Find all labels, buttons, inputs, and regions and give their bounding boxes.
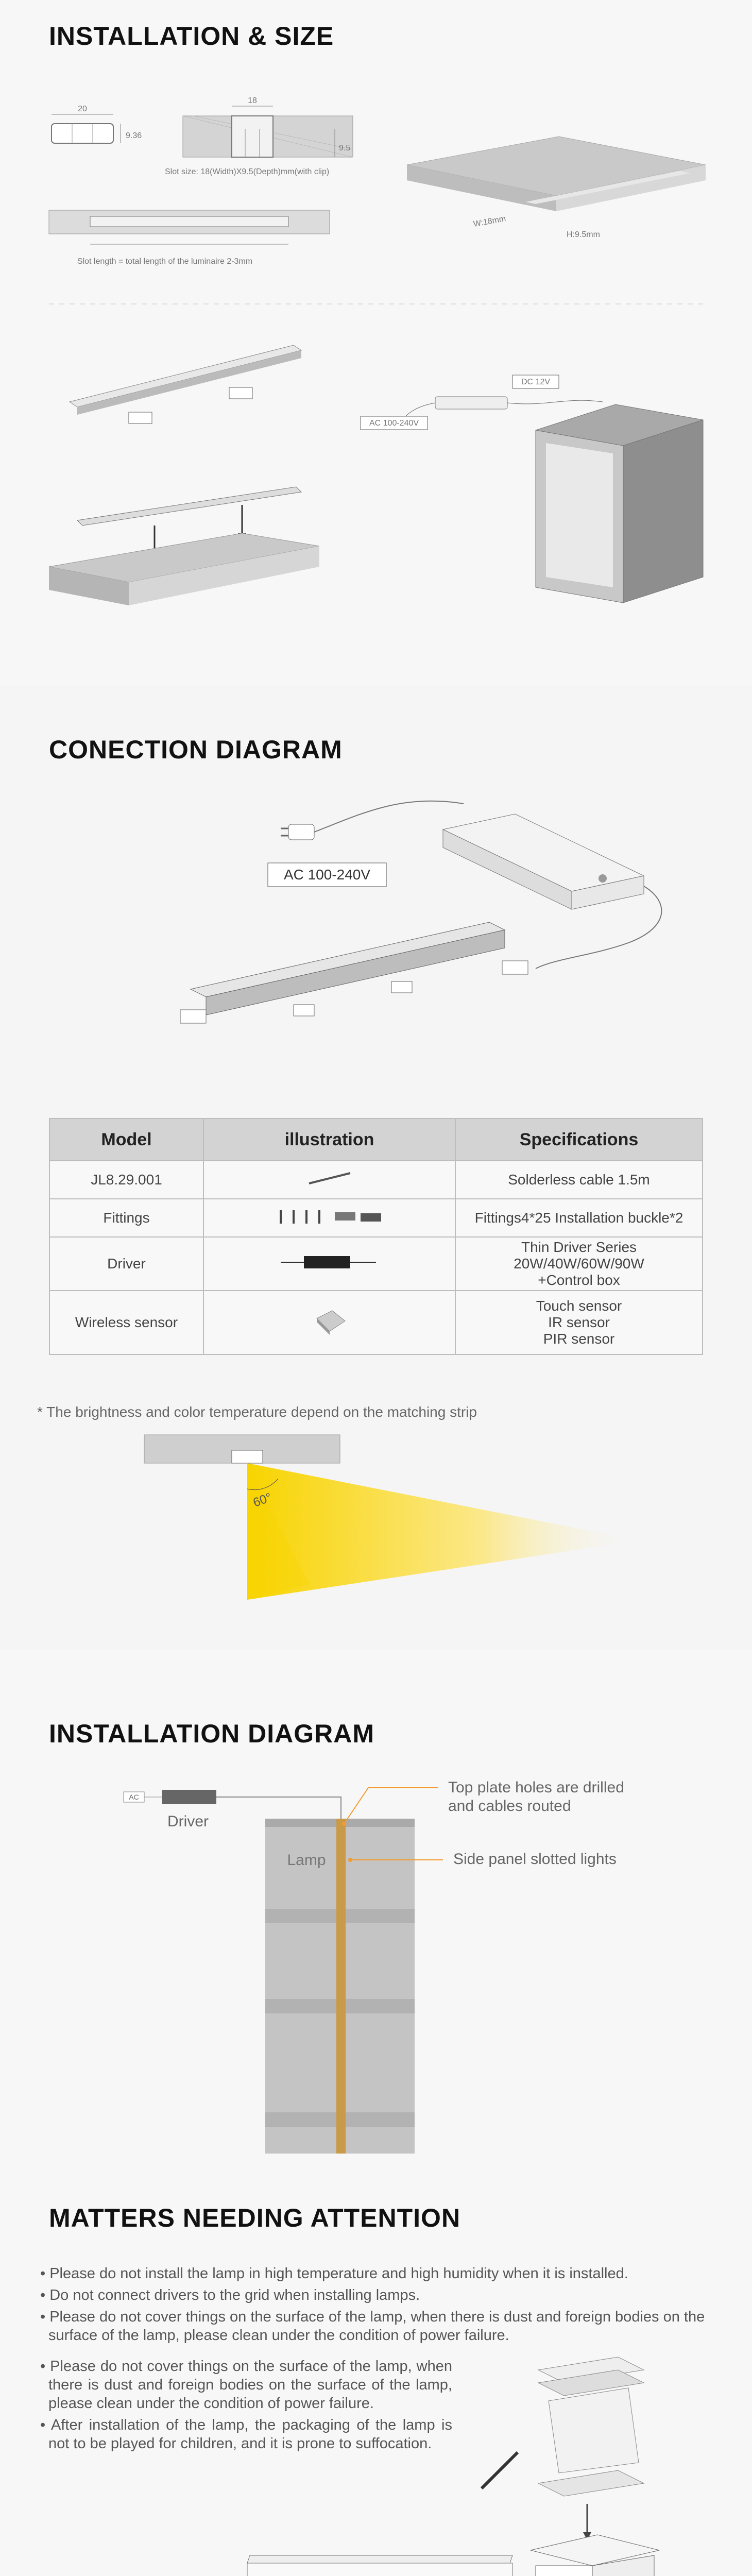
header-illustration: illustration <box>203 1118 455 1161</box>
header-model: Model <box>49 1118 203 1161</box>
row-model: Wireless sensor <box>49 1291 203 1354</box>
list-item: • Please do not cover things on the surface of the lamp, when there is dust and foreign bodies on the surface of the lamp, please clean under the condition of power failure. <box>40 2309 705 2344</box>
installation-size-section <box>0 0 752 685</box>
svg-text:Slot length = total length of: Slot length = total length of the luminaire 2-3mm <box>77 257 253 266</box>
driver-box <box>443 814 644 909</box>
sensor-illustration <box>203 1291 455 1354</box>
driver-illustration <box>203 1237 455 1291</box>
row-model: Driver <box>49 1237 203 1291</box>
installation-diagram-section <box>0 1649 752 2154</box>
board-3d <box>407 137 706 239</box>
power-plug <box>281 801 464 840</box>
svg-text:Driver: Driver <box>167 1813 209 1830</box>
svg-text:Lamp: Lamp <box>287 1852 326 1869</box>
svg-text:AC 100-240V: AC 100-240V <box>283 867 371 883</box>
callout-top-plate-text: Top plate holes are drilled and cables routed <box>448 1779 624 1815</box>
row-spec: Solderless cable 1.5m <box>455 1161 703 1199</box>
driver-block <box>162 1790 216 1804</box>
installation-size-heading: INSTALLATION & SIZE <box>49 21 334 52</box>
svg-text:W:18mm: W:18mm <box>472 214 507 229</box>
packaging-drawing <box>0 2154 752 2576</box>
aluminium-profile <box>180 922 528 1023</box>
attention-section <box>0 2154 752 2576</box>
beam-angle-drawing <box>0 1430 752 1636</box>
table-row <box>49 1199 703 1237</box>
fittings-illustration <box>203 1199 455 1237</box>
stacked-lamps <box>538 2357 644 2496</box>
svg-text:9.36: 9.36 <box>126 131 142 140</box>
svg-text:Slot size: 18(Width)X9.5(Dept: Slot size: 18(Width)X9.5(Depth)mm(with clip) <box>165 167 330 176</box>
row-model: JL8.29.001 <box>49 1161 203 1199</box>
cable-illustration <box>203 1161 455 1199</box>
row-spec: Thin Driver Series 20W/40W/60W/90W +Control box <box>455 1237 703 1291</box>
list-item: • Please do not install the lamp in high temperature and high humidity when it is installed. <box>40 2265 628 2282</box>
connection-section <box>0 685 752 1649</box>
svg-text:AC: AC <box>129 1793 139 1801</box>
table-row <box>49 1291 703 1354</box>
svg-text:18: 18 <box>248 96 257 105</box>
svg-text:AC 100-240V: AC 100-240V <box>369 419 419 428</box>
list-item: • Please do not cover things on the surface of the lamp, when there is dust and foreign bodies on the surface of the lamp, please clean under the condition of power failure. <box>40 2358 452 2412</box>
attention-heading: MATTERS NEEDING ATTENTION <box>49 2202 460 2233</box>
row-model: Fittings <box>49 1199 203 1237</box>
table-row <box>49 1237 703 1291</box>
installation-diagram-drawing <box>0 1649 752 2154</box>
table-row <box>49 1161 703 1199</box>
list-item: • After installation of the lamp, the packaging of the lamp is not to be played for children, and it is prone to suffocation. <box>40 2417 452 2452</box>
installation-size-drawings <box>0 0 752 685</box>
side-panel-light-package <box>247 2555 512 2576</box>
row-spec: Touch sensor IR sensor PIR sensor <box>455 1291 703 1354</box>
svg-text:60°: 60° <box>251 1490 274 1510</box>
svg-text:DC 12V: DC 12V <box>521 378 551 386</box>
profile-cross-section <box>52 105 142 143</box>
spec-table <box>49 1118 703 1355</box>
list-item: • Do not connect drivers to the grid when installing lamps. <box>40 2287 420 2303</box>
rail-with-clips <box>70 345 301 423</box>
rail-into-board <box>49 487 319 605</box>
lamp-strip <box>336 1819 346 2154</box>
installation-diagram-heading: INSTALLATION DIAGRAM <box>49 1718 374 1749</box>
cabinet <box>536 404 703 603</box>
brightness-note: * The brightness and color temperature depend on the matching strip <box>37 1404 477 1420</box>
svg-text:9.5: 9.5 <box>339 144 351 152</box>
slot-cross-section <box>165 96 353 176</box>
row-spec: Fittings4*25 Installation buckle*2 <box>455 1199 703 1237</box>
svg-text:H:9.5mm: H:9.5mm <box>567 230 600 239</box>
slot-length-drawing <box>49 210 330 266</box>
svg-text:20: 20 <box>78 105 87 113</box>
shipping-box <box>531 2535 659 2576</box>
table-header-row <box>49 1118 703 1161</box>
header-specifications: Specifications <box>455 1118 703 1161</box>
connection-heading: CONECTION DIAGRAM <box>49 734 343 765</box>
callout-side-panel-text: Side panel slotted lights <box>453 1851 617 1868</box>
